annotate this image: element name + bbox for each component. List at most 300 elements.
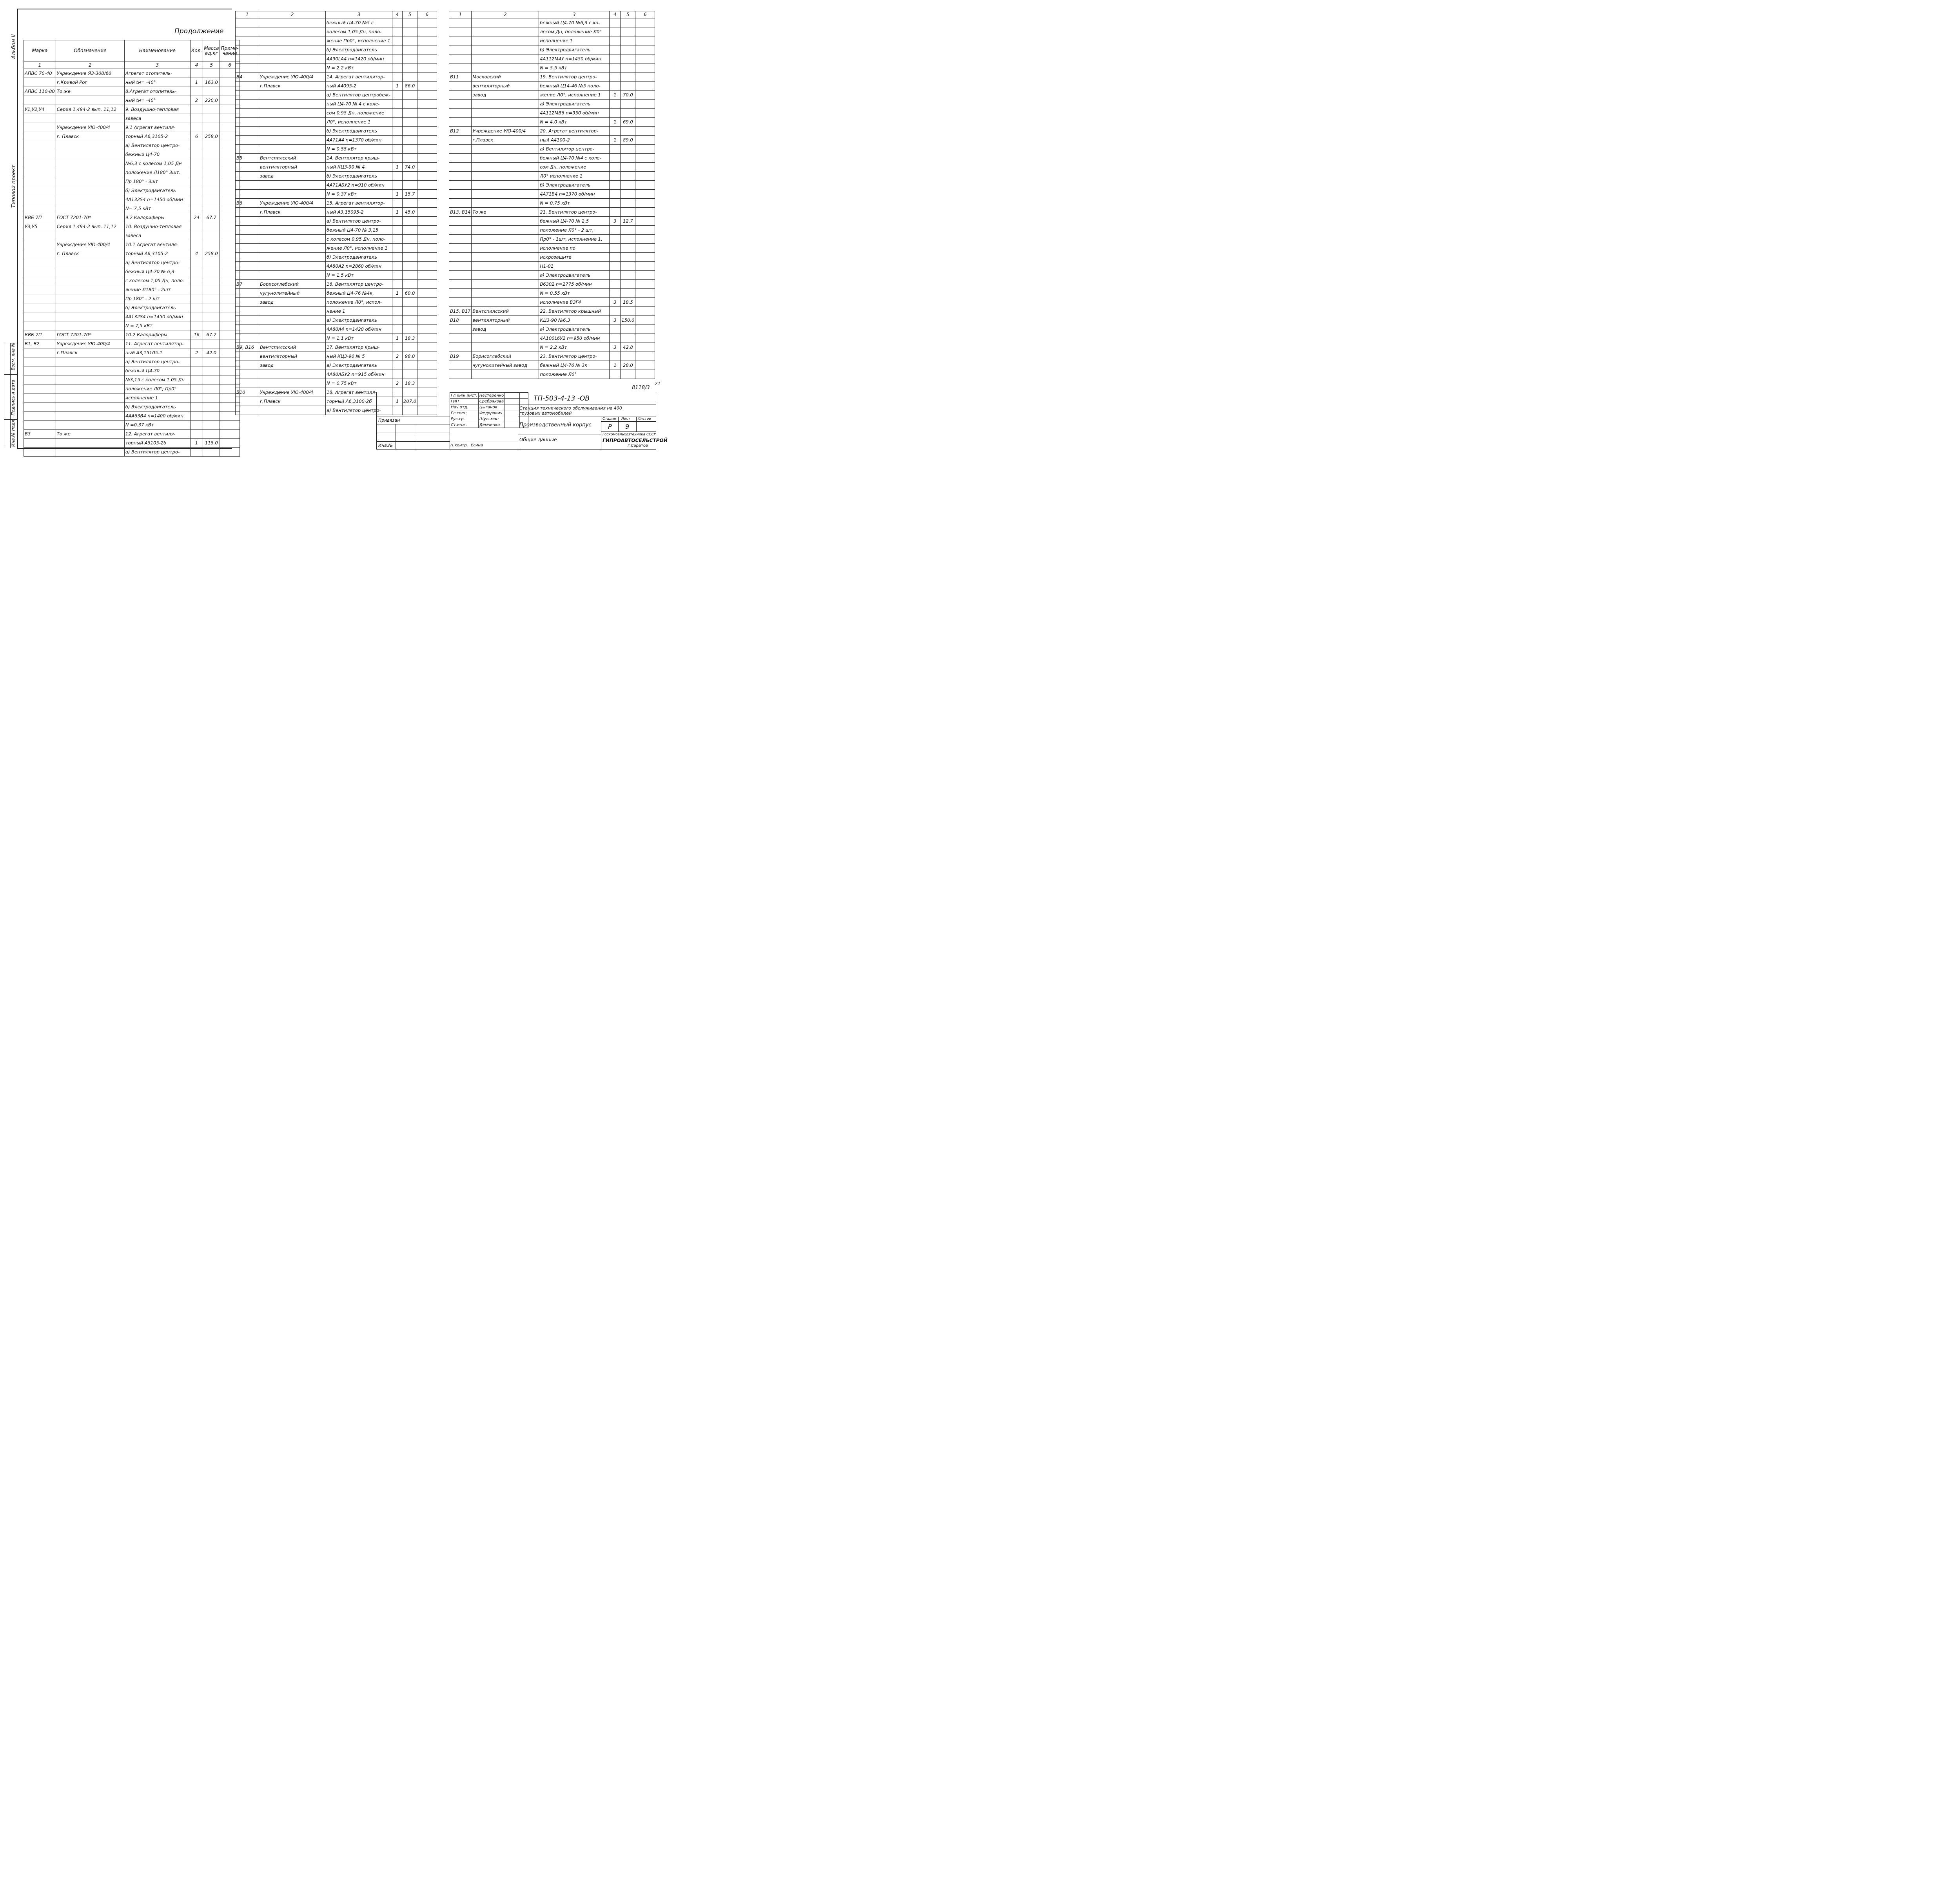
col-num: 5: [203, 62, 220, 69]
table-cell: [610, 109, 621, 118]
table-cell: [621, 307, 635, 316]
table-cell: [24, 132, 56, 141]
table-cell: г.Кривой Рог: [56, 78, 124, 87]
col-num: 2: [472, 11, 539, 18]
table-cell: [635, 325, 655, 334]
table-cell: [56, 448, 124, 457]
table-cell: N = 4.0 кВт: [539, 118, 610, 127]
table-cell: [392, 226, 403, 235]
header-note: Приме-чание: [220, 40, 240, 62]
spec-table-middle-body: [236, 18, 437, 415]
table-cell: [449, 289, 472, 298]
table-cell: [259, 190, 326, 199]
table-cell: жение Л0°, исполнение 1: [539, 91, 610, 100]
table-row: [24, 402, 240, 412]
table-cell: N = 5.5 кВт: [539, 63, 610, 73]
table-cell: [635, 145, 655, 154]
table-cell: бежный Ц4-70 №6,3 с ко-: [539, 18, 610, 27]
table-row: [236, 289, 437, 298]
table-row: [24, 276, 240, 285]
col-num: 1: [236, 11, 259, 18]
table-cell: [236, 163, 259, 172]
table-cell: В6: [236, 199, 259, 208]
table-row: [236, 63, 437, 73]
table-row: [449, 289, 655, 298]
table-row: [449, 253, 655, 262]
table-cell: То же: [56, 87, 124, 96]
table-cell: [403, 271, 417, 280]
drawing-sheet: [0, 0, 666, 455]
table-cell: [610, 190, 621, 199]
table-cell: [56, 195, 124, 204]
table-cell: [403, 181, 417, 190]
table-row: [236, 100, 437, 109]
table-cell: [403, 262, 417, 271]
table-cell: [449, 27, 472, 36]
table-cell: [449, 370, 472, 379]
table-cell: [403, 370, 417, 379]
col-num: 1: [449, 11, 472, 18]
table-cell: 10. Воздушно-тепловая: [124, 222, 190, 231]
table-cell: [259, 100, 326, 109]
table-cell: [417, 370, 437, 379]
table-cell: [259, 334, 326, 343]
table-cell: [621, 109, 635, 118]
table-cell: Учреждение ЯЗ-308/60: [56, 69, 124, 78]
table-cell: [190, 258, 203, 267]
table-cell: [449, 109, 472, 118]
table-cell: 1: [392, 190, 403, 199]
table-cell: [403, 244, 417, 253]
table-cell: [190, 222, 203, 231]
table-cell: N = 2.2 кВт: [326, 63, 392, 73]
table-cell: [190, 177, 203, 186]
table-cell: N = 0.55 кВт: [326, 145, 392, 154]
header-qty: Кол.: [190, 40, 203, 62]
table-cell: [56, 159, 124, 168]
table-cell: Учреждение УЮ-400/4: [472, 127, 539, 136]
table-cell: [190, 402, 203, 412]
table-cell: [621, 82, 635, 91]
table-cell: [56, 114, 124, 123]
table-cell: 86.0: [403, 82, 417, 91]
table-row: [449, 63, 655, 73]
table-cell: 1: [610, 136, 621, 145]
signature-table: [450, 392, 528, 428]
table-cell: [190, 267, 203, 276]
table-cell: [190, 150, 203, 159]
table-cell: Нач.отд.: [450, 404, 479, 410]
table-cell: [190, 276, 203, 285]
spec-table-right-body: [449, 18, 655, 379]
table-cell: [417, 190, 437, 199]
table-row: [24, 186, 240, 195]
table-cell: б) Электродвигатель: [326, 253, 392, 262]
table-cell: лесом Дн, положение Л0°: [539, 27, 610, 36]
table-cell: искрозащите: [539, 253, 610, 262]
table-cell: [635, 36, 655, 45]
table-cell: 4А100L6У2 n=950 об/мин: [539, 334, 610, 343]
table-row: [449, 154, 655, 163]
table-cell: вентиляторный: [259, 163, 326, 172]
table-cell: [259, 244, 326, 253]
col-num: 4: [392, 11, 403, 18]
table-cell: [203, 430, 220, 439]
table-cell: [417, 45, 437, 54]
table-cell: [56, 375, 124, 384]
table-cell: 3: [610, 343, 621, 352]
table-cell: [403, 109, 417, 118]
table-cell: [621, 244, 635, 253]
table-cell: [236, 136, 259, 145]
table-cell: [56, 294, 124, 303]
table-cell: [24, 240, 56, 249]
table-row: [24, 177, 240, 186]
table-cell: [203, 87, 220, 96]
table-cell: [621, 235, 635, 244]
table-cell: жение Л180° - 2шт: [124, 285, 190, 294]
sheet-number: 9: [625, 423, 630, 430]
table-cell: [621, 163, 635, 172]
table-cell: [403, 298, 417, 307]
col-num: 1: [24, 62, 56, 69]
table-cell: В7: [236, 280, 259, 289]
table-row: [236, 45, 437, 54]
table-cell: [56, 285, 124, 294]
table-cell: [24, 412, 56, 421]
table-cell: [417, 379, 437, 388]
table-cell: 67.7: [203, 213, 220, 222]
table-cell: [236, 91, 259, 100]
privyazan-box: [377, 417, 450, 449]
table-cell: 1: [190, 439, 203, 448]
table-cell: [190, 357, 203, 366]
table-cell: №6,3 с колесом 1,05 Дн: [124, 159, 190, 168]
table-cell: [24, 357, 56, 366]
table-cell: [24, 258, 56, 267]
table-cell: Н1-01: [539, 262, 610, 271]
table-cell: 21. Вентилятор центро-: [539, 208, 610, 217]
table-cell: [203, 114, 220, 123]
table-cell: [24, 402, 56, 412]
table-row: [449, 127, 655, 136]
table-cell: N = 0.75 кВт: [539, 199, 610, 208]
table-cell: [417, 307, 437, 316]
table-cell: [417, 109, 437, 118]
table-cell: ный А3,15105-1: [124, 348, 190, 357]
header-designation: Обозначение: [56, 40, 124, 62]
table-cell: положение Л180° 3шт.: [124, 168, 190, 177]
table-cell: 1: [392, 208, 403, 217]
table-cell: [621, 27, 635, 36]
table-cell: [203, 222, 220, 231]
table-cell: [259, 109, 326, 118]
table-cell: завод: [472, 91, 539, 100]
table-cell: [610, 271, 621, 280]
table-cell: [417, 226, 437, 235]
table-cell: [203, 294, 220, 303]
table-row: [24, 285, 240, 294]
table-cell: [472, 217, 539, 226]
table-cell: [56, 439, 124, 448]
table-cell: [236, 397, 259, 406]
table-row: [24, 132, 240, 141]
table-row: [24, 69, 240, 78]
table-cell: [621, 262, 635, 271]
table-row: [449, 54, 655, 63]
table-cell: б) Электродвигатель: [326, 172, 392, 181]
table-cell: [610, 208, 621, 217]
table-cell: [259, 262, 326, 271]
table-cell: [259, 91, 326, 100]
table-cell: б) Электродвигатель: [124, 402, 190, 412]
table-cell: [24, 114, 56, 123]
table-cell: [610, 18, 621, 27]
table-cell: [621, 172, 635, 181]
table-cell: жение Л0°, исполнение 1: [326, 244, 392, 253]
table-cell: Пр0° - 1шт, исполнение 1,: [539, 235, 610, 244]
table-row: [24, 213, 240, 222]
table-cell: [56, 96, 124, 105]
section-name: Производственный корпус.: [519, 422, 593, 428]
table-row: [236, 36, 437, 45]
table-row: [236, 91, 437, 100]
table-cell: бежный Ц4-70 №4 с коле-: [539, 154, 610, 163]
table-cell: [417, 316, 437, 325]
table-cell: [472, 54, 539, 63]
table-cell: N= 7,5 кВт: [124, 204, 190, 213]
table-cell: [621, 334, 635, 343]
table-cell: [236, 100, 259, 109]
table-row: [449, 73, 655, 82]
table-cell: положение Л0°: [539, 370, 610, 379]
table-cell: Шульман: [478, 416, 505, 422]
table-cell: Л0° исполнение 1: [539, 172, 610, 181]
table-cell: [403, 235, 417, 244]
table-cell: 17. Вентилятор крыш-: [326, 343, 392, 352]
table-row: [449, 45, 655, 54]
table-cell: завод: [259, 172, 326, 181]
table-cell: [259, 118, 326, 127]
table-row: [24, 439, 240, 448]
sheet-index: 21: [655, 381, 661, 386]
table-cell: торный А6,3105-2: [124, 132, 190, 141]
table-cell: 1: [610, 91, 621, 100]
table-row: [24, 240, 240, 249]
table-cell: [203, 285, 220, 294]
table-cell: [417, 280, 437, 289]
table-row: [449, 271, 655, 280]
table-cell: Учреждение УЮ-400/4: [56, 240, 124, 249]
table-cell: г.Плавск: [259, 397, 326, 406]
table-cell: [190, 141, 203, 150]
table-cell: [190, 384, 203, 393]
col-num: 5: [403, 11, 417, 18]
table-cell: [56, 303, 124, 312]
table-cell: В12: [449, 127, 472, 136]
table-cell: [635, 361, 655, 370]
table-cell: ный А4100-2: [539, 136, 610, 145]
table-cell: [610, 307, 621, 316]
table-cell: [635, 190, 655, 199]
table-cell: [635, 27, 655, 36]
table-cell: [403, 316, 417, 325]
table-cell: Вентспилсский: [259, 154, 326, 163]
table-cell: [236, 334, 259, 343]
table-row: [236, 316, 437, 325]
column-number-row: [236, 11, 437, 18]
table-row: [236, 352, 437, 361]
table-row: [24, 339, 240, 348]
table-cell: [236, 352, 259, 361]
table-cell: [621, 325, 635, 334]
table-cell: [259, 217, 326, 226]
table-cell: ГИП: [450, 399, 479, 404]
table-cell: [24, 159, 56, 168]
table-row: [24, 222, 240, 231]
table-cell: То же: [472, 208, 539, 217]
table-cell: 23. Вентилятор центро-: [539, 352, 610, 361]
table-cell: [392, 361, 403, 370]
table-cell: бежный Ц4-70: [124, 150, 190, 159]
table-row: [236, 271, 437, 280]
table-cell: [56, 168, 124, 177]
table-row: [236, 27, 437, 36]
table-cell: [417, 289, 437, 298]
table-cell: [635, 163, 655, 172]
table-cell: 1: [392, 334, 403, 343]
table-cell: [24, 294, 56, 303]
table-cell: [190, 204, 203, 213]
table-cell: [417, 271, 437, 280]
table-cell: [24, 78, 56, 87]
table-row: [236, 145, 437, 154]
table-cell: [220, 439, 240, 448]
table-cell: торный А5105-2б: [124, 439, 190, 448]
table-cell: [236, 262, 259, 271]
table-cell: [417, 118, 437, 127]
table-cell: [392, 63, 403, 73]
table-cell: [56, 357, 124, 366]
table-cell: 4А71АБУ2 n=910 об/мин: [326, 181, 392, 190]
table-cell: г.Плавск: [259, 208, 326, 217]
table-cell: [392, 118, 403, 127]
table-cell: [472, 190, 539, 199]
table-cell: 16. Вентилятор центро-: [326, 280, 392, 289]
table-row: [449, 307, 655, 316]
spec-table-middle: [235, 11, 437, 415]
table-cell: [635, 208, 655, 217]
table-row: [450, 393, 528, 399]
table-cell: [635, 73, 655, 82]
table-cell: [236, 316, 259, 325]
table-cell: [621, 370, 635, 379]
table-cell: ный tн= -40°: [124, 78, 190, 87]
table-cell: [203, 393, 220, 402]
table-row: [24, 303, 240, 312]
table-cell: [449, 226, 472, 235]
table-cell: [610, 280, 621, 289]
table-cell: [203, 303, 220, 312]
table-cell: В13, В14: [449, 208, 472, 217]
privyazan-label: Привязан: [378, 418, 400, 423]
table-cell: [203, 421, 220, 430]
table-cell: [24, 439, 56, 448]
table-cell: 207.0: [403, 397, 417, 406]
table-cell: [403, 253, 417, 262]
table-cell: Нестеренко: [478, 393, 505, 399]
table-cell: [472, 154, 539, 163]
table-cell: [417, 325, 437, 334]
table-cell: исполнение 1: [539, 36, 610, 45]
table-cell: а) Электродвигатель: [539, 271, 610, 280]
table-cell: [203, 402, 220, 412]
table-row: [449, 325, 655, 334]
table-cell: ный КЦ3-90 № 4: [326, 163, 392, 172]
frame-left-border: [17, 9, 18, 448]
table-row: [236, 298, 437, 307]
table-cell: [236, 82, 259, 91]
table-cell: 20. Агрегат вентилятор-: [539, 127, 610, 136]
table-cell: [610, 73, 621, 82]
table-cell: 4А71В4 n=1370 об/мин: [539, 190, 610, 199]
table-cell: 14. Вентилятор крыш-: [326, 154, 392, 163]
table-cell: [203, 321, 220, 330]
table-cell: [635, 18, 655, 27]
table-row: [24, 150, 240, 159]
table-cell: [56, 177, 124, 186]
table-cell: АПВС 110-80: [24, 87, 56, 96]
table-cell: 4А80АБУ2 n=915 об/мин: [326, 370, 392, 379]
table-cell: [220, 430, 240, 439]
table-cell: Агрегат отопитель-: [124, 69, 190, 78]
table-cell: [236, 109, 259, 118]
table-row: [236, 208, 437, 217]
table-cell: [472, 163, 539, 172]
table-cell: Учреждение УЮ-400/4: [56, 339, 124, 348]
table-cell: [621, 18, 635, 27]
table-cell: [403, 45, 417, 54]
stamp-replace-inv: Взам. инв №: [11, 342, 16, 370]
table-cell: [203, 168, 220, 177]
table-cell: [621, 253, 635, 262]
table-cell: [472, 118, 539, 127]
table-cell: [417, 54, 437, 63]
table-cell: [203, 186, 220, 195]
table-cell: [190, 421, 203, 430]
table-cell: [635, 298, 655, 307]
table-cell: 18. Агрегат вентиля-: [326, 388, 392, 397]
table-cell: [610, 226, 621, 235]
table-row: [24, 321, 240, 330]
table-row: [236, 334, 437, 343]
table-cell: [203, 141, 220, 150]
table-cell: [259, 406, 326, 415]
table-row: [449, 334, 655, 343]
table-cell: [236, 298, 259, 307]
table-cell: [203, 267, 220, 276]
table-cell: 3: [610, 316, 621, 325]
table-cell: [24, 312, 56, 321]
table-cell: торный А6,3100-2б: [326, 397, 392, 406]
table-cell: 3: [610, 217, 621, 226]
table-cell: [236, 406, 259, 415]
table-cell: [24, 96, 56, 105]
table-cell: [621, 352, 635, 361]
table-cell: [236, 27, 259, 36]
table-cell: [203, 448, 220, 457]
table-cell: ный А3,15095-2: [326, 208, 392, 217]
